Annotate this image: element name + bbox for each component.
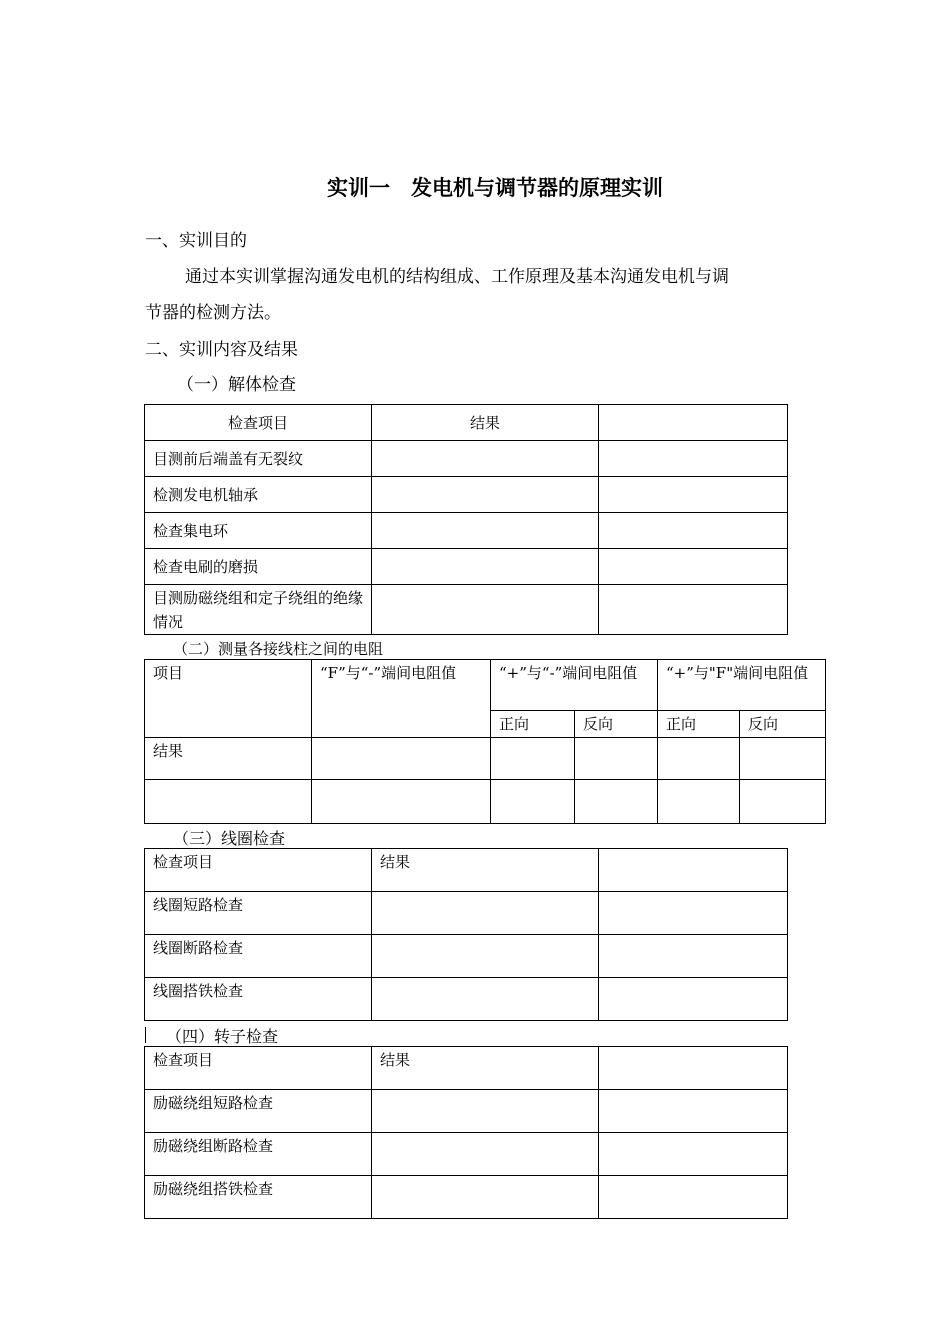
value-cell — [491, 738, 575, 780]
extra-cell — [599, 549, 788, 585]
table-header-row — [145, 849, 788, 892]
item-cell: 目测励磁绕组和定子绕组的绝缘情况 — [145, 585, 372, 635]
page-title: 实训一 发电机与调节器的原理实训 — [327, 175, 663, 200]
value-cell — [575, 738, 658, 780]
header-cell: 检查项目 — [145, 405, 372, 441]
table-row — [145, 585, 788, 635]
table-row — [145, 978, 788, 1021]
table-row — [145, 892, 788, 935]
value-cell — [740, 780, 826, 824]
table-row — [145, 477, 788, 513]
header-cell — [599, 405, 788, 441]
text-cursor-mark — [145, 1027, 146, 1043]
purpose-paragraph-line-2: 节器的检测方法。 — [145, 303, 281, 323]
item-cell: 检查集电环 — [145, 513, 372, 549]
part-3-heading: （三）线圈检查 — [173, 829, 286, 848]
table-row — [145, 549, 788, 585]
table-row — [145, 1090, 788, 1133]
coil-inspection-table — [144, 848, 788, 1021]
result-cell — [372, 1090, 599, 1133]
table-header-row — [145, 1047, 788, 1090]
header-forward: 正向 — [658, 711, 740, 738]
header-cell: 结果 — [372, 1047, 599, 1090]
header-cell: 检查项目 — [145, 849, 372, 892]
value-cell — [145, 780, 312, 824]
part-2-heading: （二）测量各接线柱之间的电阻 — [173, 640, 384, 658]
result-cell — [372, 1176, 599, 1219]
header-reverse: 反向 — [575, 711, 658, 738]
header-plus-minus: “+”与“-”端间电阻值 — [491, 660, 658, 711]
extra-cell — [599, 513, 788, 549]
value-cell — [491, 780, 575, 824]
extra-cell — [599, 935, 788, 978]
result-cell — [372, 549, 599, 585]
header-cell — [599, 1047, 788, 1090]
result-cell — [372, 477, 599, 513]
result-cell — [372, 1133, 599, 1176]
value-cell — [312, 738, 491, 780]
header-plus-f: “+”与"F"端间电阻值 — [658, 660, 826, 711]
value-cell — [658, 738, 740, 780]
result-cell — [372, 585, 599, 635]
row-label-result: 结果 — [145, 738, 312, 780]
item-cell: 励磁绕组断路检查 — [145, 1133, 372, 1176]
item-cell: 线圈搭铁检查 — [145, 978, 372, 1021]
part-1-heading: （一）解体检查 — [177, 375, 296, 395]
rotor-inspection-table — [144, 1046, 788, 1219]
extra-cell — [599, 1133, 788, 1176]
section-1-heading: 一、实训目的 — [145, 231, 247, 251]
extra-cell — [599, 978, 788, 1021]
table-row — [145, 1133, 788, 1176]
value-cell — [575, 780, 658, 824]
disassembly-inspection-table — [144, 404, 788, 635]
item-cell: 检查电刷的磨损 — [145, 549, 372, 585]
extra-cell — [599, 477, 788, 513]
extra-cell — [599, 1176, 788, 1219]
header-reverse: 反向 — [740, 711, 826, 738]
header-cell: 检查项目 — [145, 1047, 372, 1090]
table-row — [145, 441, 788, 477]
item-cell: 励磁绕组搭铁检查 — [145, 1176, 372, 1219]
header-cell: 结果 — [372, 849, 599, 892]
result-cell — [372, 513, 599, 549]
terminal-resistance-table — [144, 659, 826, 824]
table-row — [145, 513, 788, 549]
value-cell — [658, 780, 740, 824]
result-cell — [372, 441, 599, 477]
result-cell — [372, 892, 599, 935]
table-row — [145, 780, 826, 824]
header-cell: 结果 — [372, 405, 599, 441]
table-row — [145, 1176, 788, 1219]
extra-cell — [599, 441, 788, 477]
item-cell: 励磁绕组短路检查 — [145, 1090, 372, 1133]
section-2-heading: 二、实训内容及结果 — [145, 340, 298, 360]
item-cell: 目测前后端盖有无裂纹 — [145, 441, 372, 477]
header-item: 项目 — [145, 660, 312, 738]
part-4-heading: （四）转子检查 — [166, 1027, 279, 1046]
value-cell — [312, 780, 491, 824]
header-f-minus: “F”与“-”端间电阻值 — [312, 660, 491, 738]
table-row — [145, 935, 788, 978]
result-cell — [372, 978, 599, 1021]
extra-cell — [599, 585, 788, 635]
result-cell — [372, 935, 599, 978]
item-cell: 线圈短路检查 — [145, 892, 372, 935]
table-row — [145, 738, 826, 780]
item-cell: 线圈断路检查 — [145, 935, 372, 978]
header-cell — [599, 849, 788, 892]
item-cell: 检测发电机轴承 — [145, 477, 372, 513]
header-forward: 正向 — [491, 711, 575, 738]
table-header-row — [145, 405, 788, 441]
extra-cell — [599, 1090, 788, 1133]
value-cell — [740, 738, 826, 780]
purpose-paragraph-line-1: 通过本实训掌握沟通发电机的结构组成、工作原理及基本沟通发电机与调 — [185, 267, 729, 287]
extra-cell — [599, 892, 788, 935]
